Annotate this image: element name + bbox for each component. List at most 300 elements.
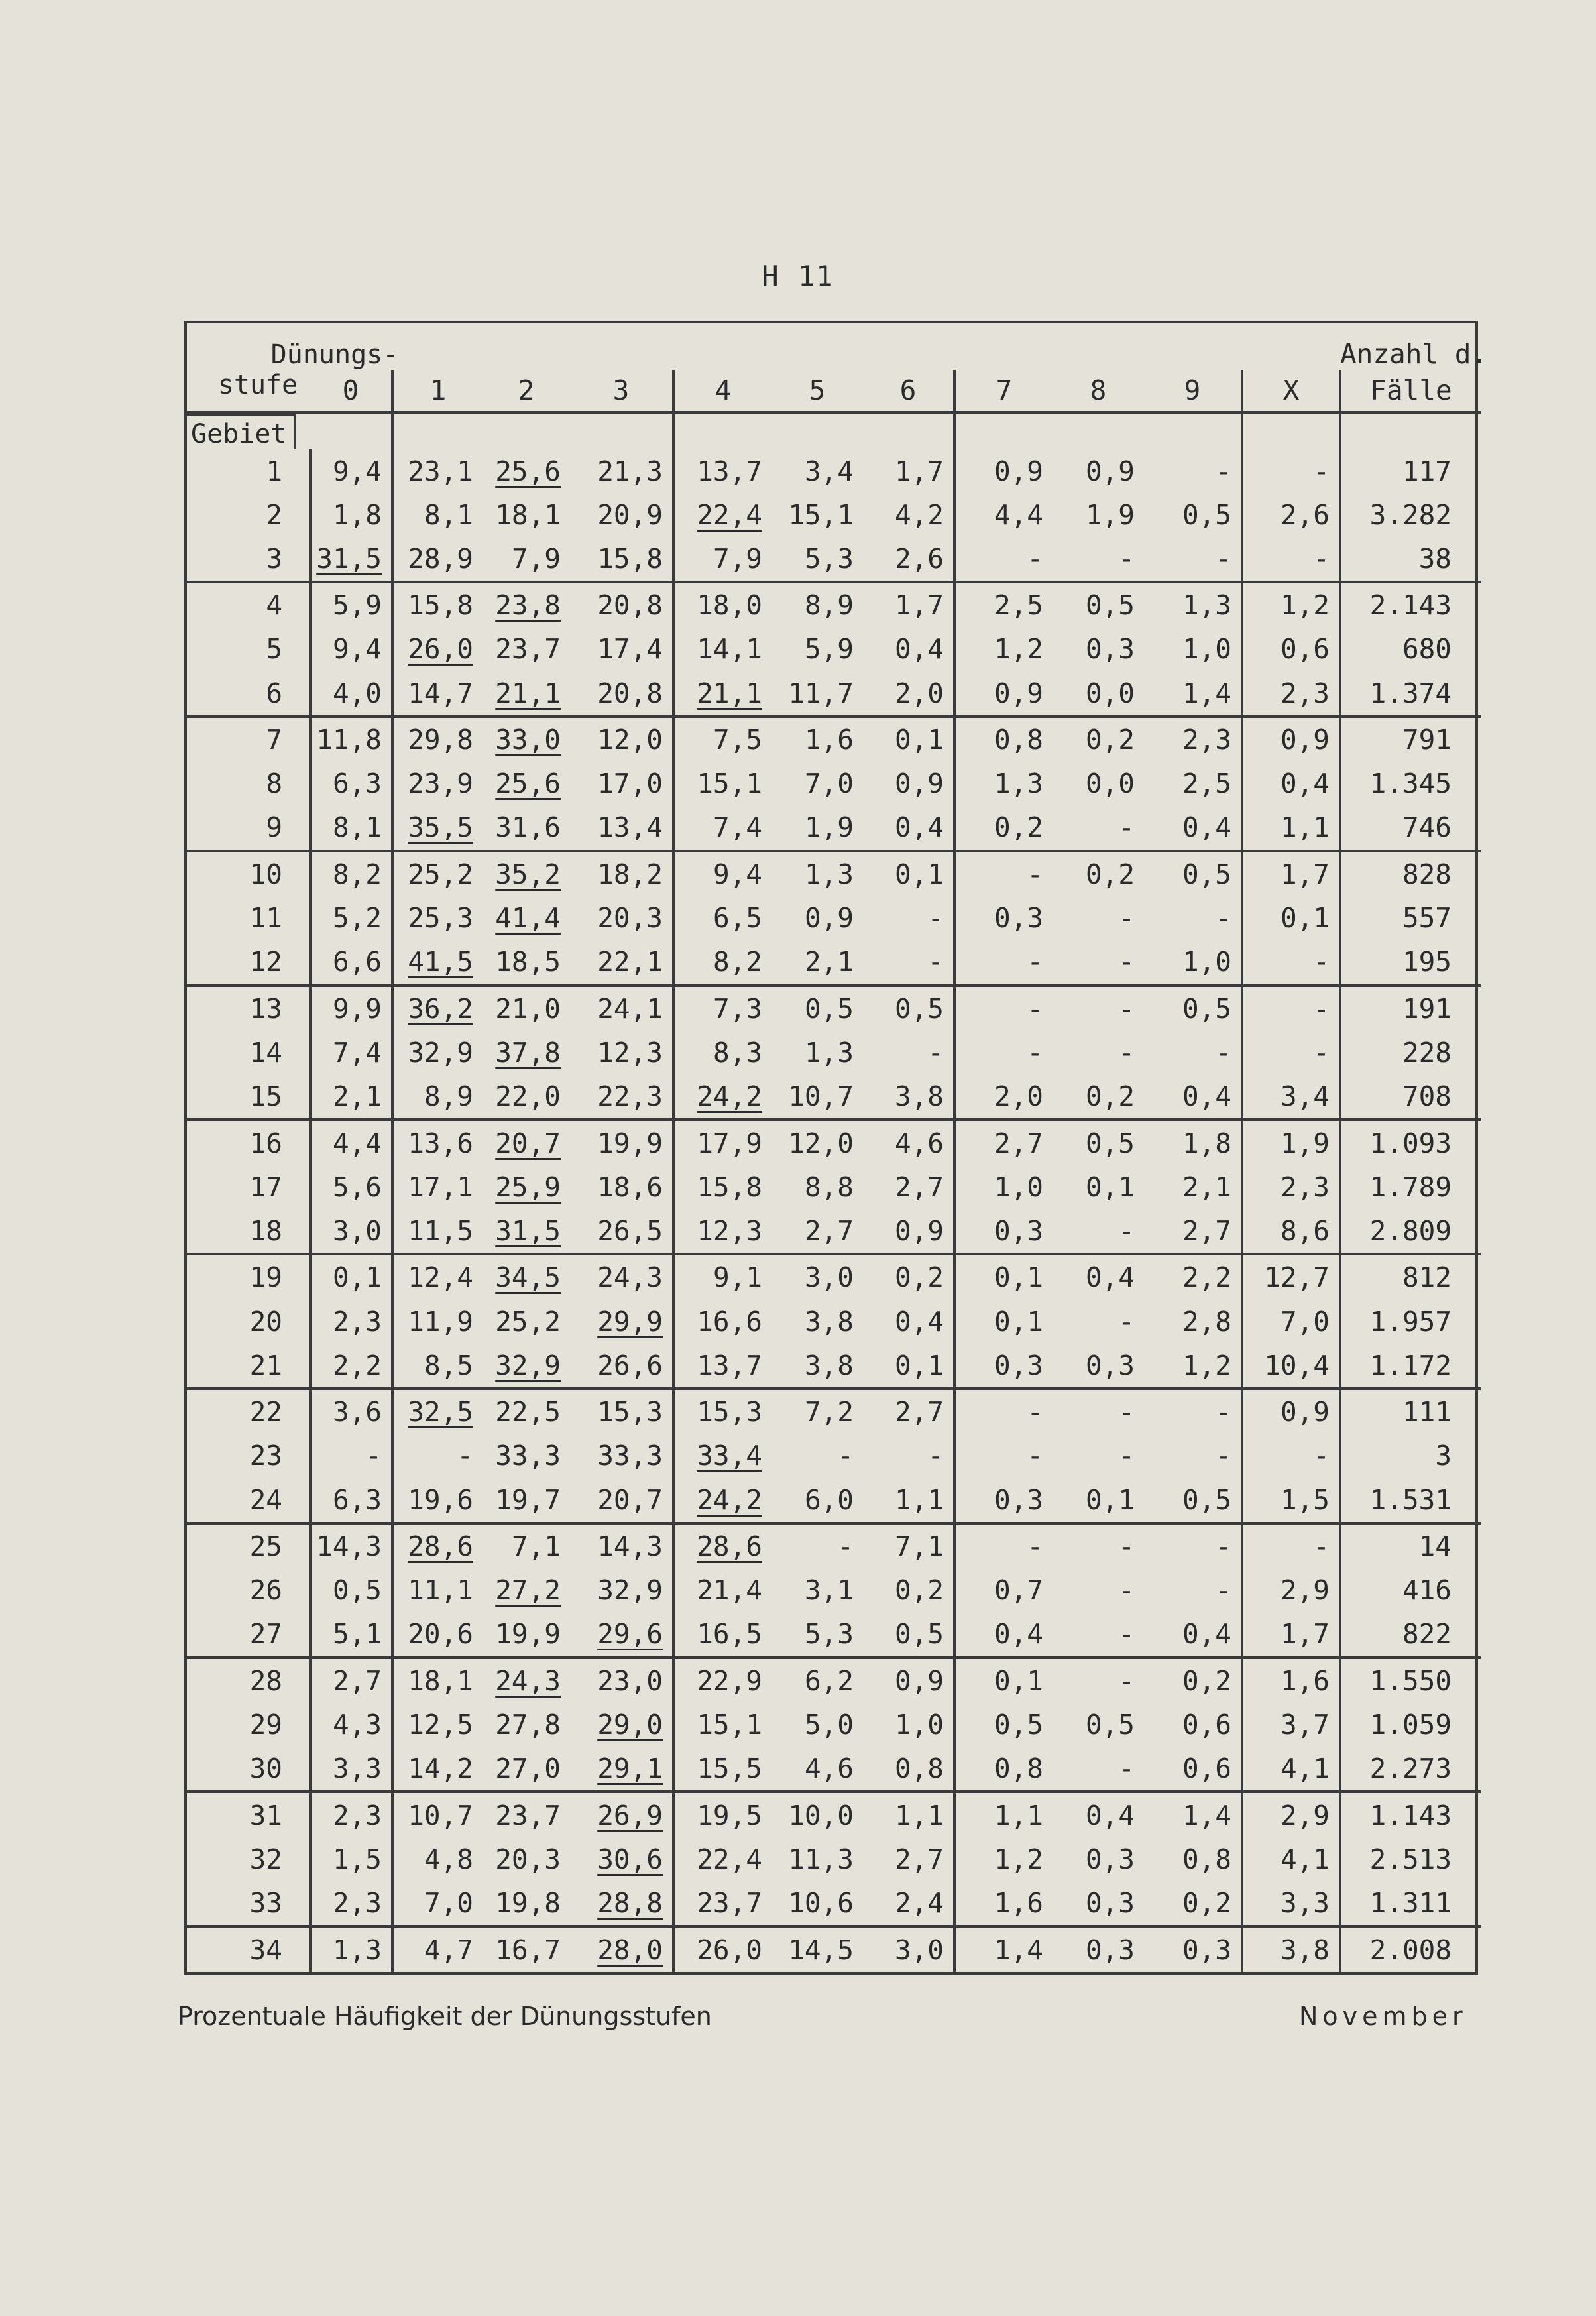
cell-text: 20,9 xyxy=(597,498,663,531)
cell-value xyxy=(1053,1612,1144,1658)
cell-text: 1,4 xyxy=(1182,677,1231,709)
cell-value xyxy=(483,1254,570,1300)
cell-value xyxy=(954,717,1053,762)
cell-value xyxy=(392,1209,483,1255)
cell-value xyxy=(310,1209,392,1255)
cell-value xyxy=(1053,1568,1144,1612)
cell-value xyxy=(863,762,954,805)
cell-value xyxy=(310,762,392,805)
cell-text: 11,3 xyxy=(788,1843,854,1875)
cell-value xyxy=(392,1792,483,1837)
cell-value xyxy=(570,1300,673,1344)
cell-value xyxy=(1053,986,1144,1031)
cell-text: 32,9 xyxy=(597,1574,663,1607)
cell-text: 0,9 xyxy=(894,1664,944,1697)
case-count: 1.093 xyxy=(1340,1120,1481,1165)
cell-text: - xyxy=(1027,1396,1043,1428)
cell-value xyxy=(1053,493,1144,537)
cell-value xyxy=(771,449,863,493)
cell-text: 0,1 xyxy=(894,1349,944,1381)
col-header-7: 7 xyxy=(954,370,1053,412)
cell-text: - xyxy=(1118,1396,1135,1428)
cell-text: 10,6 xyxy=(788,1886,854,1919)
cell-value xyxy=(1242,1300,1340,1344)
cell-text: 0,1 xyxy=(894,858,944,890)
case-count: 3 xyxy=(1340,1434,1481,1477)
cell-text: 9,9 xyxy=(332,992,382,1025)
cell-text: 0,5 xyxy=(1182,498,1231,531)
cell-value xyxy=(863,1300,954,1344)
cell-value xyxy=(1242,1523,1340,1569)
region-number: 24 xyxy=(249,1483,282,1516)
cell-value xyxy=(483,1120,570,1165)
cell-value xyxy=(310,537,392,583)
cell-value xyxy=(1242,1926,1340,1972)
cell-text: - xyxy=(1118,811,1135,844)
cell-value-max: 28,8 xyxy=(597,1886,663,1919)
cell-text: - xyxy=(1118,542,1135,575)
cell-value xyxy=(954,986,1053,1031)
cell-value-max: 37,8 xyxy=(495,1036,561,1069)
cell-value xyxy=(954,1074,1053,1120)
cell-text: 1,3 xyxy=(804,1036,854,1069)
header-row-1 xyxy=(187,323,1481,370)
cell-text: 1,3 xyxy=(804,858,854,890)
cell-text: 22,5 xyxy=(495,1396,561,1428)
cell-text: 0,4 xyxy=(1182,1080,1231,1113)
region-number: 13 xyxy=(187,986,310,1031)
cell-value xyxy=(570,805,673,851)
cell-text: - xyxy=(1215,902,1231,935)
cell-value xyxy=(673,1568,771,1612)
cell-text: 0,9 xyxy=(894,768,944,800)
cell-text: 2,3 xyxy=(1280,677,1330,709)
cell-value xyxy=(771,1658,863,1704)
cell-value xyxy=(954,1343,1053,1389)
cell-value xyxy=(570,1120,673,1165)
cell-text: 3,4 xyxy=(1280,1080,1330,1113)
cell-text: 5,6 xyxy=(332,1171,382,1203)
cell-text: 0,3 xyxy=(994,902,1043,935)
cell-text: 5,3 xyxy=(804,542,854,575)
count-header-line1: Anzahl d. xyxy=(1340,338,1488,370)
cell-value xyxy=(310,896,392,940)
col-header-6: 6 xyxy=(863,370,954,412)
cell-value xyxy=(771,671,863,717)
cell-text: - xyxy=(1215,1036,1231,1069)
cell-value xyxy=(1242,582,1340,628)
cell-value xyxy=(771,1703,863,1747)
cell-text: 26,0 xyxy=(697,1934,762,1966)
cell-text: - xyxy=(1313,1531,1330,1563)
cell-value xyxy=(483,762,570,805)
col-header-9: 9 xyxy=(1144,370,1242,412)
table-row xyxy=(187,1703,1481,1747)
cell-value xyxy=(483,1074,570,1120)
cell-value xyxy=(954,1612,1053,1658)
cell-value xyxy=(1242,537,1340,583)
case-count: 117 xyxy=(1340,449,1481,493)
cell-value-max: 35,2 xyxy=(495,858,561,890)
cell-value xyxy=(483,1031,570,1074)
cell-text: 28,9 xyxy=(408,542,473,575)
cell-value xyxy=(570,1254,673,1300)
cell-text: 1,3 xyxy=(994,768,1043,800)
cell-text: 15,8 xyxy=(597,542,663,575)
cell-text: 17,4 xyxy=(597,633,663,666)
cell-value xyxy=(1144,1389,1242,1434)
cell-text: 7,1 xyxy=(894,1531,944,1563)
cell-value xyxy=(483,851,570,897)
cell-text: 6,3 xyxy=(332,768,382,800)
cell-value xyxy=(1242,1165,1340,1209)
cell-value xyxy=(1242,717,1340,762)
cell-value xyxy=(310,986,392,1031)
cell-value xyxy=(310,1926,392,1972)
cell-value xyxy=(771,1881,863,1927)
case-count: 1.143 xyxy=(1340,1792,1481,1837)
cell-value xyxy=(483,1612,570,1658)
cell-value xyxy=(673,851,771,897)
cell-text: 0,3 xyxy=(1085,1843,1135,1875)
cell-text: - xyxy=(1118,1036,1135,1069)
table-row xyxy=(187,1523,1481,1569)
header-row-2 xyxy=(187,370,1481,412)
cell-value xyxy=(1242,762,1340,805)
cell-text: 2,0 xyxy=(894,677,944,709)
cell-text: 26,5 xyxy=(597,1214,663,1247)
cell-text: - xyxy=(837,1531,854,1563)
cell-text: 0,3 xyxy=(1182,1934,1231,1966)
cell-text: 1,7 xyxy=(1280,1618,1330,1650)
cell-text: 0,4 xyxy=(894,1305,944,1338)
cell-text: - xyxy=(1118,1305,1135,1338)
cell-value xyxy=(863,1343,954,1389)
cell-text: 23,7 xyxy=(495,1799,561,1831)
region-number: 15 xyxy=(249,1080,282,1113)
cell-text: 12,3 xyxy=(697,1214,762,1247)
cell-value xyxy=(1144,1568,1242,1612)
cell-text: 24,3 xyxy=(597,1261,663,1294)
cell-text: 19,9 xyxy=(597,1127,663,1159)
cell-value xyxy=(771,1926,863,1972)
cell-text: 17,0 xyxy=(597,768,663,800)
cell-value xyxy=(392,537,483,583)
month-label: November xyxy=(1299,2002,1467,2031)
cell-value xyxy=(1053,628,1144,671)
cell-value xyxy=(954,628,1053,671)
table-row xyxy=(187,1658,1481,1704)
cell-value xyxy=(771,762,863,805)
cell-text: 0,9 xyxy=(1280,1396,1330,1428)
cell-text: 25,3 xyxy=(408,902,473,935)
col-header-8: 8 xyxy=(1053,370,1144,412)
cell-value xyxy=(1242,1792,1340,1837)
cell-value xyxy=(673,1120,771,1165)
cell-value xyxy=(954,1523,1053,1569)
table-row xyxy=(187,1254,1481,1300)
cell-value xyxy=(954,449,1053,493)
cell-value xyxy=(570,493,673,537)
cell-text: 8,2 xyxy=(712,946,762,978)
cell-value xyxy=(570,449,673,493)
cell-value-max: 31,5 xyxy=(495,1214,561,1247)
cell-text: 2,7 xyxy=(894,1171,944,1203)
cell-value xyxy=(863,628,954,671)
cell-text: 2,3 xyxy=(332,1305,382,1338)
cell-value xyxy=(1242,1074,1340,1120)
cell-value xyxy=(1144,1837,1242,1881)
cell-value xyxy=(1242,896,1340,940)
cell-value xyxy=(771,1523,863,1569)
cell-value xyxy=(673,1881,771,1927)
cell-value-max: 33,4 xyxy=(697,1440,762,1472)
cell-value xyxy=(954,1389,1053,1434)
cell-value xyxy=(310,1568,392,1612)
cell-text: 3,6 xyxy=(332,1396,382,1428)
cell-text: 3,3 xyxy=(332,1753,382,1785)
cell-text: - xyxy=(1215,1574,1231,1607)
cell-value xyxy=(310,1343,392,1389)
cell-value xyxy=(570,582,673,628)
cell-value xyxy=(1053,896,1144,940)
cell-value-max: 36,2 xyxy=(408,992,473,1025)
case-count: 1.311 xyxy=(1340,1881,1481,1927)
cell-value xyxy=(392,1747,483,1792)
cell-value xyxy=(310,1612,392,1658)
cell-value xyxy=(310,851,392,897)
cell-value xyxy=(570,851,673,897)
region-number: 16 xyxy=(187,1120,310,1165)
cell-value-max: 41,5 xyxy=(408,946,473,978)
cell-value xyxy=(1144,1523,1242,1569)
cell-value xyxy=(1242,1568,1340,1612)
cell-value xyxy=(673,1254,771,1300)
cell-value xyxy=(1144,805,1242,851)
cell-value xyxy=(392,1568,483,1612)
cell-value xyxy=(863,1612,954,1658)
cell-value xyxy=(310,1658,392,1704)
cell-text: - xyxy=(1027,542,1043,575)
cell-value xyxy=(392,1837,483,1881)
cell-value xyxy=(310,671,392,717)
cell-text: 1,8 xyxy=(1182,1127,1231,1159)
cell-value xyxy=(1144,449,1242,493)
cell-value xyxy=(1144,851,1242,897)
cell-value xyxy=(392,1389,483,1434)
cell-value xyxy=(673,1300,771,1344)
cell-text: 2,7 xyxy=(804,1214,854,1247)
cell-text: 0,2 xyxy=(1085,1080,1135,1113)
cell-text: 8,5 xyxy=(424,1349,473,1381)
cell-value xyxy=(771,628,863,671)
cell-value xyxy=(570,717,673,762)
cell-value xyxy=(863,1747,954,1792)
cell-text: 7,5 xyxy=(712,724,762,756)
cell-value-max: 34,5 xyxy=(495,1261,561,1294)
cell-value xyxy=(1242,1031,1340,1074)
cell-value xyxy=(392,582,483,628)
case-count: 557 xyxy=(1340,896,1481,940)
cell-text: 17,9 xyxy=(697,1127,762,1159)
cell-value xyxy=(673,940,771,986)
cell-value xyxy=(863,671,954,717)
cell-text: 1,2 xyxy=(994,633,1043,666)
cell-text: 15,1 xyxy=(788,498,854,531)
cell-value xyxy=(1053,1120,1144,1165)
cell-value xyxy=(570,1703,673,1747)
region-number: 9 xyxy=(266,811,282,844)
cell-text: 0,1 xyxy=(332,1261,382,1294)
cell-value xyxy=(673,1703,771,1747)
cell-text: 1,1 xyxy=(994,1799,1043,1831)
cell-text: 15,3 xyxy=(697,1396,762,1428)
cell-value xyxy=(392,896,483,940)
cell-text: 2,7 xyxy=(332,1664,382,1697)
cell-value xyxy=(863,1703,954,1747)
cell-text: 14,1 xyxy=(697,633,762,666)
cell-text: 8,9 xyxy=(424,1080,473,1113)
cell-value xyxy=(483,1881,570,1927)
case-count: 195 xyxy=(1340,940,1481,986)
cell-text: 1,2 xyxy=(1280,589,1330,622)
cell-text: 17,1 xyxy=(408,1171,473,1203)
case-count: 680 xyxy=(1340,628,1481,671)
cell-text: 0,3 xyxy=(1085,633,1135,666)
cell-value xyxy=(1053,1523,1144,1569)
cell-value xyxy=(771,537,863,583)
cell-value-max: 24,2 xyxy=(697,1483,762,1516)
cell-value xyxy=(483,1703,570,1747)
cell-text: 0,5 xyxy=(1085,1127,1135,1159)
cell-value xyxy=(1144,1300,1242,1344)
cell-value xyxy=(392,1254,483,1300)
cell-value-max: 26,9 xyxy=(597,1799,663,1831)
cell-value xyxy=(1144,1165,1242,1209)
cell-text: 3,8 xyxy=(1280,1934,1330,1966)
cell-text: 16,5 xyxy=(697,1618,762,1650)
cell-text: 21,4 xyxy=(697,1574,762,1607)
cell-value xyxy=(1242,1658,1340,1704)
cell-text: 5,2 xyxy=(332,902,382,935)
cell-value xyxy=(392,493,483,537)
cell-value-max: 23,8 xyxy=(495,589,561,622)
cell-text: - xyxy=(1027,1036,1043,1069)
cell-value xyxy=(1053,1926,1144,1972)
cell-text: 2,2 xyxy=(1182,1261,1231,1294)
cell-text: 4,8 xyxy=(424,1843,473,1875)
case-count: 191 xyxy=(1340,986,1481,1031)
cell-value xyxy=(673,717,771,762)
cell-value xyxy=(673,1209,771,1255)
cell-value xyxy=(483,537,570,583)
cell-text: 0,4 xyxy=(994,1618,1043,1650)
wave-frequency-table xyxy=(184,321,1488,1975)
cell-text: 0,9 xyxy=(994,455,1043,487)
cell-value xyxy=(310,805,392,851)
cell-text: 18,5 xyxy=(495,946,561,978)
cell-text: 1,7 xyxy=(1280,858,1330,890)
cell-text: - xyxy=(1215,455,1231,487)
case-count: 1.550 xyxy=(1340,1658,1481,1704)
cell-text: 0,4 xyxy=(894,811,944,844)
table-row xyxy=(187,1031,1481,1074)
cell-text: 15,3 xyxy=(597,1396,663,1428)
cell-value xyxy=(570,1926,673,1972)
cell-value xyxy=(673,1434,771,1477)
cell-value xyxy=(570,1568,673,1612)
cell-value xyxy=(1053,1792,1144,1837)
cell-text: - xyxy=(1313,992,1330,1025)
cell-text: - xyxy=(1027,858,1043,890)
cell-value xyxy=(863,1389,954,1434)
cell-text: 9,4 xyxy=(332,455,382,487)
cell-text: 5,9 xyxy=(804,633,854,666)
cell-text: 2,5 xyxy=(1182,768,1231,800)
cell-value xyxy=(570,1209,673,1255)
cell-value xyxy=(570,1881,673,1927)
cell-value xyxy=(771,1389,863,1434)
col-header-5: 5 xyxy=(771,370,863,412)
cell-value xyxy=(1053,1031,1144,1074)
cell-text: 2,7 xyxy=(1182,1214,1231,1247)
cell-value xyxy=(483,582,570,628)
cell-value xyxy=(310,582,392,628)
cell-value-max: 24,3 xyxy=(495,1664,561,1697)
cell-value xyxy=(771,1792,863,1837)
cell-text: 19,5 xyxy=(697,1799,762,1831)
cell-value xyxy=(954,1120,1053,1165)
cell-text: 3,0 xyxy=(804,1261,854,1294)
cell-value xyxy=(1242,1343,1340,1389)
cell-value xyxy=(392,628,483,671)
cell-text: - xyxy=(1118,992,1135,1025)
cell-value xyxy=(771,986,863,1031)
cell-text: 1,6 xyxy=(1280,1664,1330,1697)
cell-value xyxy=(310,1881,392,1927)
cell-value xyxy=(863,940,954,986)
cell-text: 1,6 xyxy=(804,724,854,756)
cell-text: - xyxy=(365,1440,382,1472)
cell-text: 0,5 xyxy=(1182,1483,1231,1516)
cell-value xyxy=(771,1254,863,1300)
cell-value xyxy=(771,1477,863,1523)
cell-text: - xyxy=(927,1036,944,1069)
cell-text: 10,7 xyxy=(788,1080,854,1113)
cell-text: 0,2 xyxy=(1085,858,1135,890)
cell-value-max: 33,0 xyxy=(495,724,561,756)
cell-text: 0,4 xyxy=(1085,1799,1135,1831)
cell-value xyxy=(954,762,1053,805)
cell-value xyxy=(1242,1477,1340,1523)
cell-value xyxy=(673,493,771,537)
cell-value xyxy=(863,1434,954,1477)
cell-value xyxy=(863,1926,954,1972)
cell-text: - xyxy=(1118,1214,1135,1247)
cell-text: - xyxy=(927,946,944,978)
cell-text: 6,0 xyxy=(804,1483,854,1516)
cell-text: 1,3 xyxy=(1182,589,1231,622)
cell-value xyxy=(954,940,1053,986)
cell-text: 19,7 xyxy=(495,1483,561,1516)
cell-text: 3,8 xyxy=(804,1349,854,1381)
cell-text: 3,8 xyxy=(894,1080,944,1113)
cell-value xyxy=(863,449,954,493)
table-row xyxy=(187,493,1481,537)
cell-value-max: 21,1 xyxy=(495,677,561,709)
cell-value xyxy=(483,940,570,986)
cell-value xyxy=(570,762,673,805)
